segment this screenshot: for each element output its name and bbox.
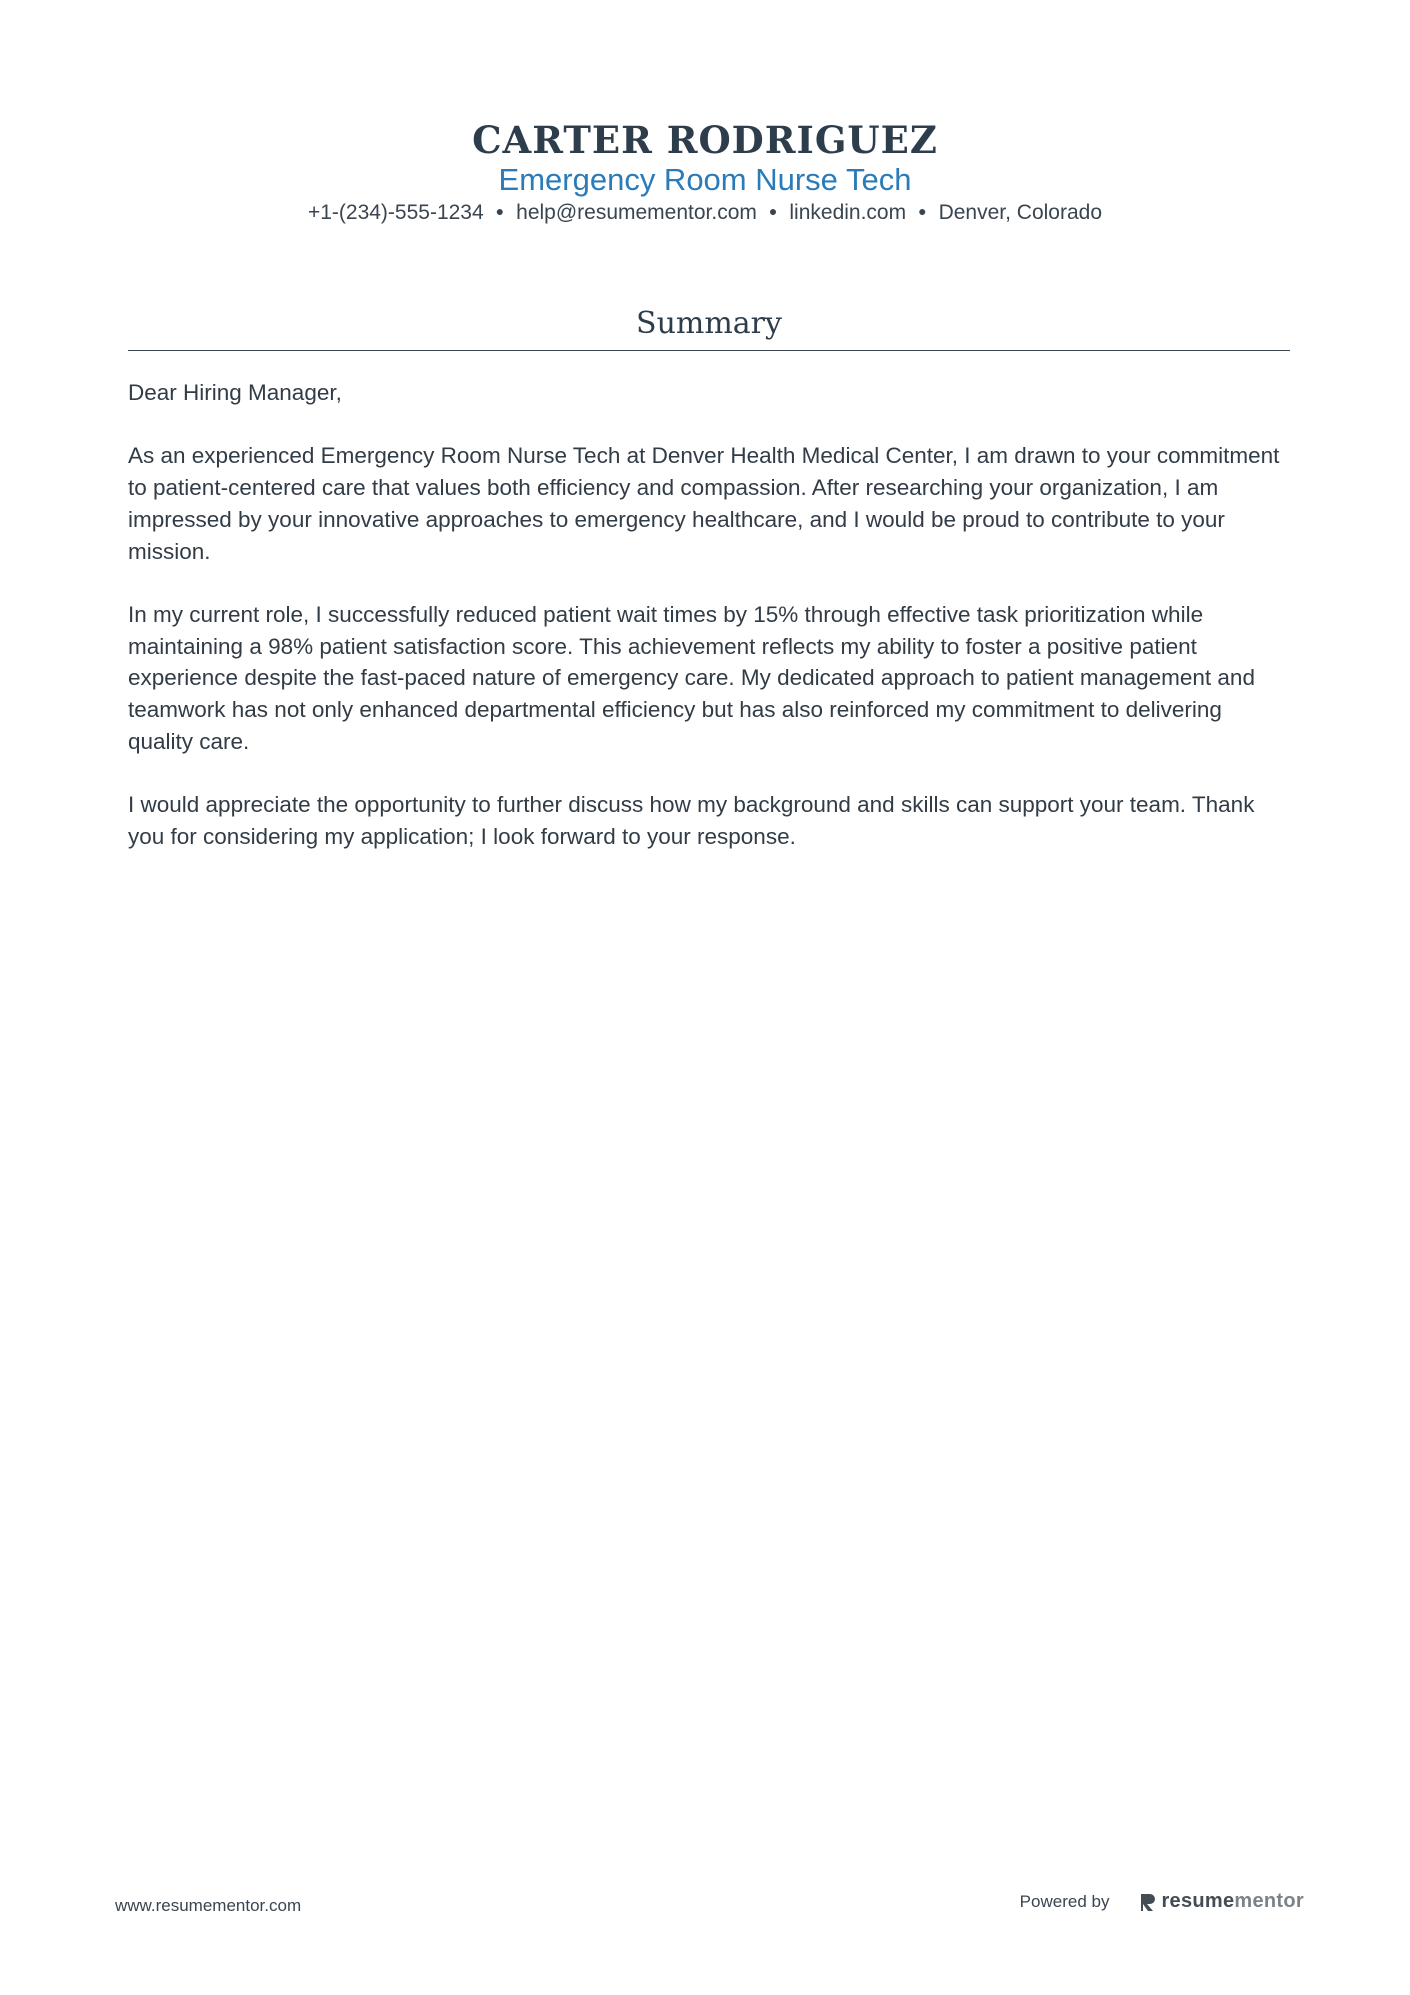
contact-linkedin[interactable]: linkedin.com xyxy=(789,201,907,224)
contact-email[interactable]: help@resumementor.com xyxy=(516,201,757,224)
footer-website[interactable]: www.resumementor.com xyxy=(115,1896,302,1915)
brand-logo[interactable] xyxy=(1139,1890,1304,1913)
contact-line xyxy=(0,198,1410,228)
letter-paragraph: I would appreciate the opportunity to further discuss how my background and skills can support your team. Thank you for considering my application; I look forward to your response. xyxy=(128,792,1255,849)
bullet-separator: ● xyxy=(918,203,927,220)
contact-location: Denver, Colorado xyxy=(938,201,1103,224)
salutation: Dear Hiring Manager, xyxy=(128,380,342,405)
candidate-name: CARTER RODRIGUEZ xyxy=(472,118,938,162)
powered-by-label: Powered by xyxy=(1019,1891,1110,1911)
header xyxy=(0,118,1410,228)
letter-paragraph: In my current role, I successfully reduced patient wait times by 15% through effective task prioritization while maintaining a 98% patient satisfaction score. This achievement reflects my ability to foster a positive patient experience despite the fast-paced nature of emergency care. My dedicated approach to patient management and teamwork has not only enhanced departmental efficiency but has also reinforced my commitment to delivering quality care. xyxy=(128,601,1255,754)
job-title: Emergency Room Nurse Tech xyxy=(498,162,912,197)
section-heading: Summary xyxy=(128,304,1290,351)
bullet-separator: ● xyxy=(495,203,505,220)
resumementor-logo-icon xyxy=(1139,1892,1157,1912)
footer-branding xyxy=(1020,1890,1304,1913)
bullet-separator: ● xyxy=(768,203,778,220)
letter-paragraph: As an experienced Emergency Room Nurse Tech at Denver Health Medical Center, I am drawn to your commitment to patient-centered care that values both efficiency and compassion. After researching your organization, I am impressed by your innovative approaches to emergency healthcare, and I would be proud to contribute to your mission. xyxy=(128,443,1280,564)
contact-phone: +1-(234)-555-1234 xyxy=(307,201,484,224)
letter-body xyxy=(128,377,1290,853)
summary-section xyxy=(128,304,1290,884)
brand-name-part2: mentor xyxy=(1234,1890,1304,1912)
brand-name-part1: resume xyxy=(1161,1890,1235,1912)
